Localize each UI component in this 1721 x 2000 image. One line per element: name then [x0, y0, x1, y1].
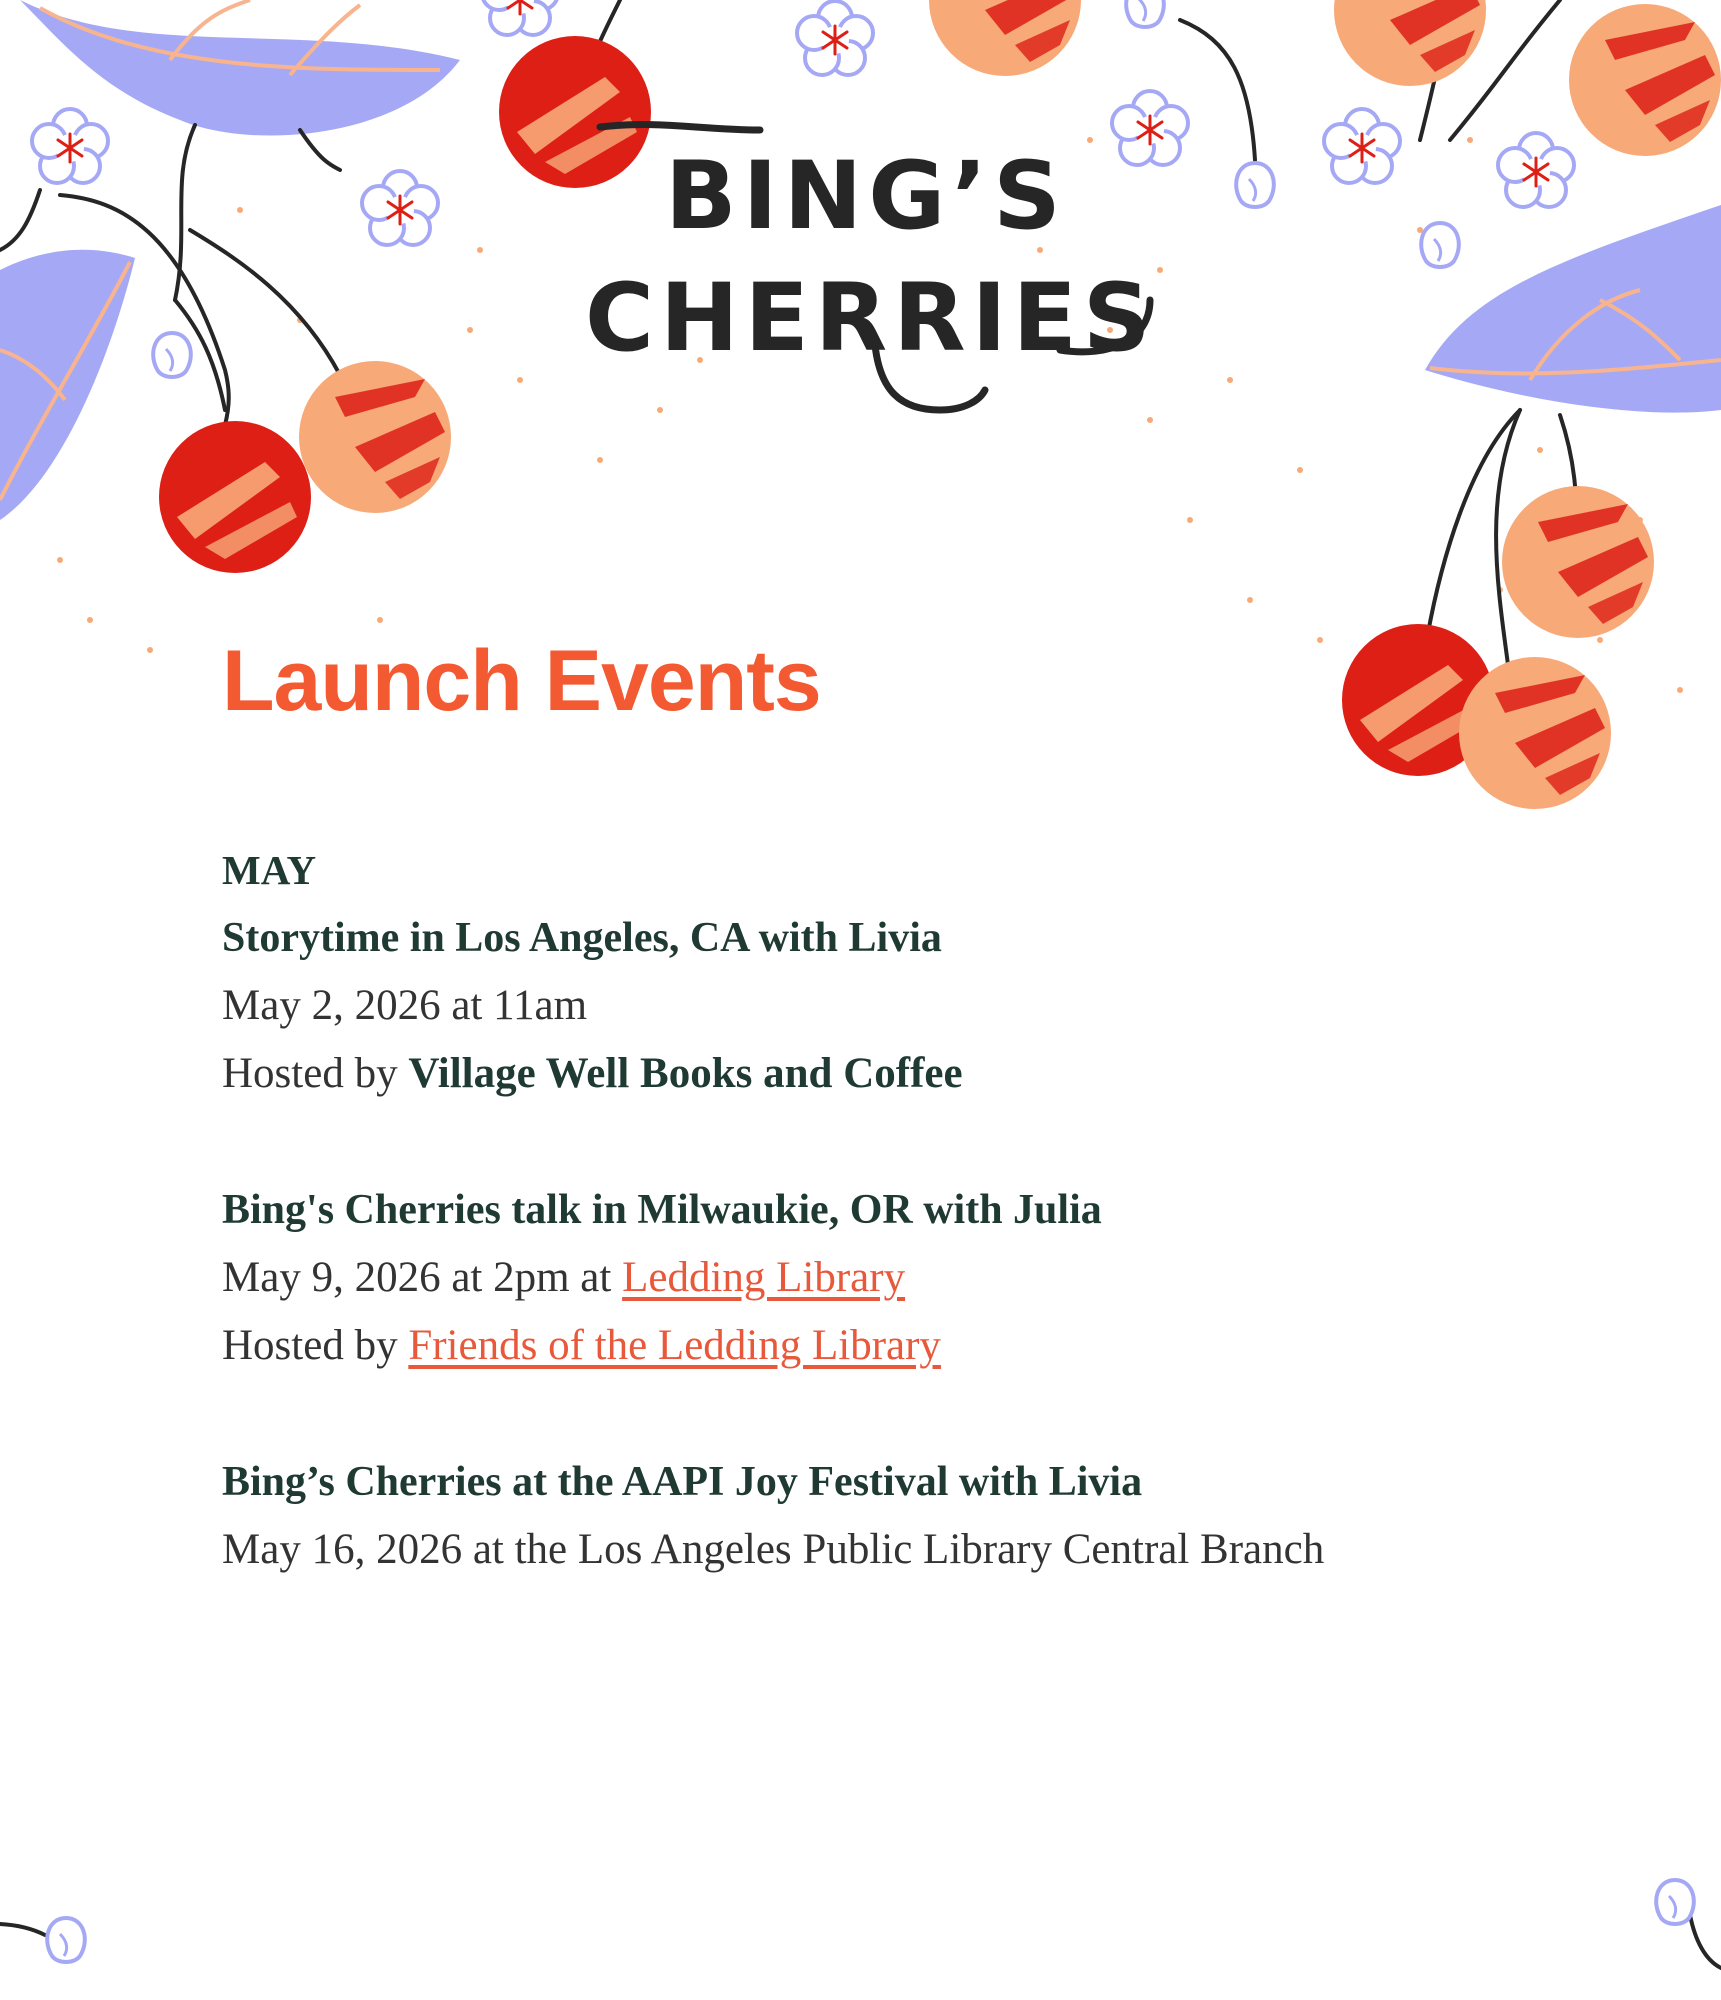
page-title: Launch Events	[222, 633, 821, 729]
blossom-icon	[362, 171, 438, 245]
event-host-line	[222, 1040, 1622, 1108]
month-heading: MAY	[222, 847, 317, 893]
blossom-icon	[32, 109, 108, 183]
bud-icon	[1126, 0, 1164, 27]
logo-line-1: BING’S	[665, 142, 1067, 251]
blossom-icon	[1324, 109, 1400, 183]
venue-link[interactable]: Ledding Library	[622, 1254, 906, 1301]
event-host-line	[222, 1312, 1622, 1380]
leaf-icon	[0, 250, 135, 520]
logo-line-2: CHERRIES	[585, 264, 1157, 373]
event-date-line	[222, 1244, 1622, 1312]
cherry-icon	[1334, 0, 1486, 86]
leaf-icon	[20, 0, 460, 136]
cherry-icon	[1569, 4, 1721, 156]
bud-icon	[1421, 223, 1459, 267]
cherry-icon	[1459, 657, 1611, 809]
bud-icon	[1236, 163, 1274, 207]
hosted-by-label: Hosted by	[222, 1050, 409, 1097]
cherry-icon	[1502, 486, 1654, 638]
event-date: May 9, 2026 at 2pm at	[222, 1254, 623, 1301]
events-list	[222, 836, 1622, 1652]
event-date: May 2, 2026 at 11am	[222, 982, 588, 1029]
cherry-icon	[499, 36, 651, 188]
blossom-icon	[482, 0, 558, 35]
cherry-icon	[929, 0, 1081, 76]
event-title: Bing's Cherries talk in Milwaukie, OR with Julia	[222, 1187, 1102, 1233]
logo	[585, 125, 1157, 410]
host-link[interactable]: Friends of the Ledding Library	[408, 1322, 941, 1369]
blossom-icon	[1112, 91, 1188, 165]
event-title: Storytime in Los Angeles, CA with Livia	[222, 915, 942, 961]
blossom-icon	[797, 1, 873, 75]
bud-icon	[1656, 1880, 1694, 1924]
event-host: Village Well Books and Coffee	[408, 1050, 963, 1097]
hosted-by-label: Hosted by	[222, 1322, 409, 1369]
event-title: Bing’s Cherries at the AAPI Joy Festival with Livia	[222, 1459, 1143, 1505]
cherry-icon	[299, 361, 451, 513]
cherry-icon	[159, 421, 311, 573]
event-item	[222, 1448, 1622, 1584]
leaf-icon	[1425, 205, 1721, 413]
bud-icon	[47, 1918, 85, 1962]
event-item	[222, 1176, 1622, 1380]
bud-icon	[153, 333, 191, 377]
blossom-icon	[1498, 133, 1574, 207]
event-date: May 16, 2026 at the Los Angeles Public Library Central Branch	[222, 1526, 1325, 1573]
event-item	[222, 904, 1622, 1108]
